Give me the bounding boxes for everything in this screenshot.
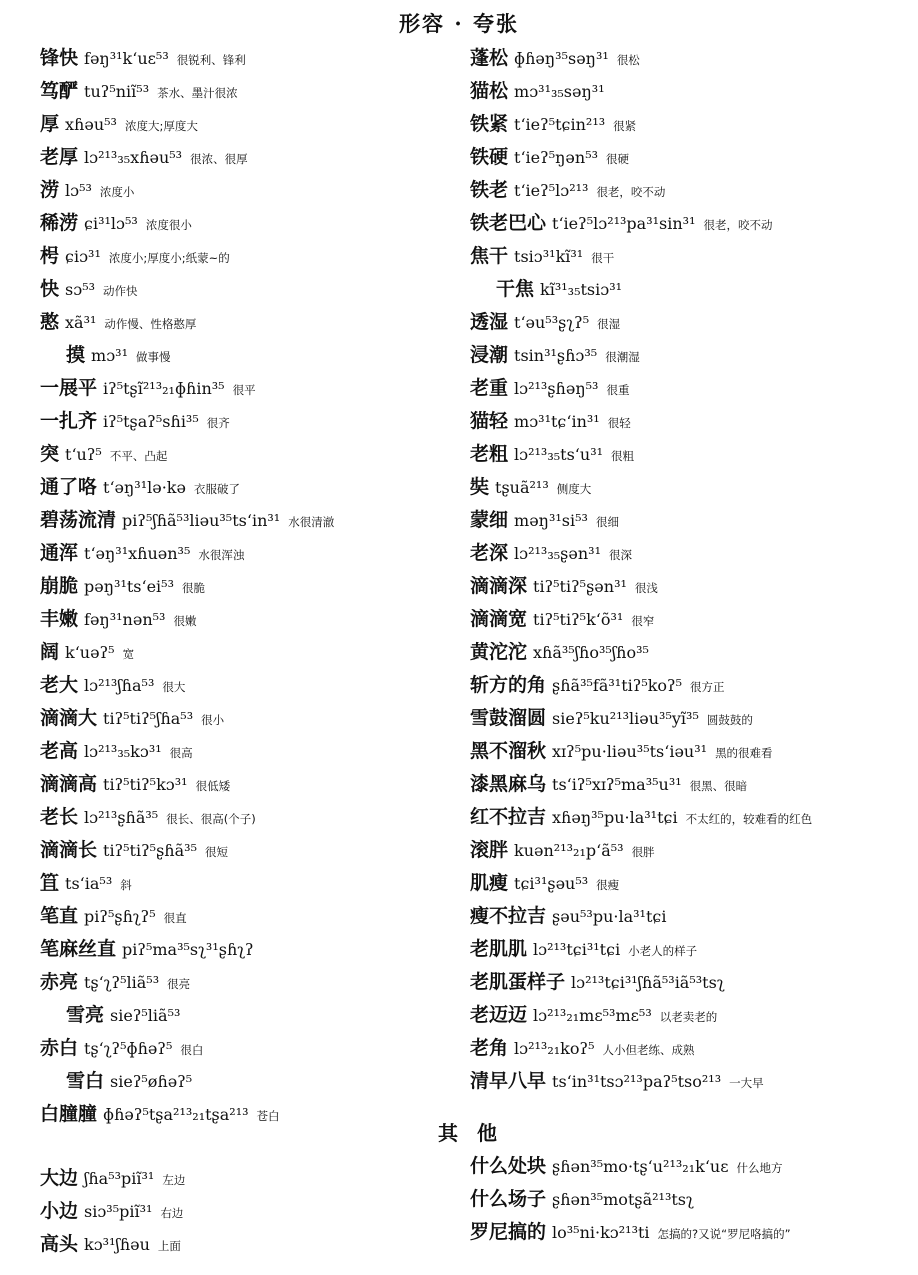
entry-word: 猫轻 — [470, 410, 509, 432]
dictionary-entry — [40, 1098, 455, 1131]
entry-gloss: 茶水、墨汁很浓 — [157, 86, 238, 100]
entry-pronunciation: lɔ²¹³ʃɦa⁵³ — [84, 676, 155, 695]
section-title: 其 他 — [438, 1121, 503, 1145]
dictionary-entry — [470, 1183, 910, 1216]
dictionary-entry — [470, 900, 910, 933]
entry-pronunciation: iʔ⁵tʂaʔ⁵sɦi³⁵ — [103, 412, 199, 431]
entry-gloss: 浓度小;厚度小;纸蒙~的 — [108, 251, 230, 265]
entry-gloss: 很低矮 — [195, 779, 231, 793]
entry-gloss: 很湿 — [597, 317, 621, 331]
entry-pronunciation: lɔ²¹³tɕi³¹ʃɦã⁵³iã⁵³tsʅ — [571, 973, 725, 992]
entry-word: 枵 — [40, 245, 60, 267]
entry-pronunciation: t‘ieʔ⁵tɕin²¹³ — [514, 115, 606, 134]
entry-word: 蒙细 — [470, 509, 509, 531]
dictionary-entry — [470, 339, 910, 372]
dictionary-entry — [40, 1065, 455, 1098]
entry-gloss: 很高 — [169, 746, 193, 760]
entry-gloss: 水很清澈 — [288, 515, 335, 529]
entry-pronunciation: iʔ⁵tʂĩ²¹³₂₁ɸɦin³⁵ — [103, 379, 225, 398]
entry-pronunciation: ʂɦã³⁵fã³¹tiʔ⁵koʔ⁵ — [552, 676, 683, 695]
entry-gloss: 水很浑浊 — [198, 548, 245, 562]
dictionary-entry — [40, 768, 455, 801]
dictionary-entry — [470, 108, 910, 141]
dictionary-entry — [470, 999, 910, 1032]
entry-pronunciation: ɕiɔ³¹ — [65, 247, 101, 266]
dictionary-entry — [40, 1162, 455, 1195]
dictionary-entry — [40, 801, 455, 834]
entry-word: 憨 — [40, 311, 60, 333]
entry-gloss: 很深 — [608, 548, 632, 562]
dictionary-entry — [470, 1216, 910, 1249]
dictionary-entry — [470, 933, 910, 966]
entry-word: 蓬松 — [470, 47, 509, 69]
entry-word: 滴滴高 — [40, 773, 98, 795]
entry-pronunciation: sɔ⁵³ — [65, 280, 96, 299]
entry-word: 笔麻丝直 — [40, 938, 117, 960]
entry-pronunciation: mɔ³¹ — [91, 346, 128, 365]
entry-word: 焦干 — [470, 245, 509, 267]
entry-pronunciation: kɔ³¹ʃɦəu — [84, 1235, 150, 1254]
entry-word: 赤亮 — [40, 971, 79, 993]
entry-gloss: 很浓、很厚 — [190, 152, 248, 166]
entry-word: 老大 — [40, 674, 79, 696]
entry-word: 透湿 — [470, 311, 509, 333]
entry-word: 赤白 — [40, 1037, 79, 1059]
entry-gloss: 很潮湿 — [605, 350, 640, 364]
entry-gloss: 以老卖老的 — [659, 1010, 718, 1024]
entry-pronunciation: tiʔ⁵tiʔ⁵kɔ³¹ — [103, 775, 188, 794]
dictionary-entry — [40, 141, 455, 174]
entry-word: 什么处块 — [470, 1155, 547, 1177]
entry-word: 笔直 — [40, 905, 79, 927]
entry-pronunciation: t‘əŋ³¹lə·kə — [103, 478, 186, 497]
entry-pronunciation: lɔ²¹³₃₅ts‘u³¹ — [514, 445, 604, 464]
entry-pronunciation: xã³¹ — [65, 313, 97, 332]
entry-word: 什么场子 — [470, 1188, 547, 1210]
dictionary-entry — [40, 504, 455, 537]
entry-gloss: 上面 — [157, 1239, 181, 1253]
entry-gloss: 怎搞的?又说“罗尼咯搞的” — [657, 1227, 791, 1241]
entry-word: 雪亮 — [66, 1004, 105, 1026]
dictionary-entry — [470, 438, 910, 471]
entry-pronunciation: sieʔ⁵øɦəʔ⁵ — [110, 1072, 193, 1091]
entry-word: 崩脆 — [40, 575, 79, 597]
entry-gloss: 浓度小 — [99, 185, 135, 199]
entry-gloss: 很长、很高(个子) — [166, 812, 256, 826]
spacer — [40, 1131, 455, 1162]
entry-gloss: 很大 — [162, 680, 186, 694]
entry-gloss: 斜 — [120, 878, 132, 892]
entry-word: 老迈迈 — [470, 1004, 528, 1026]
dictionary-entry — [40, 834, 455, 867]
entry-word: 厚 — [40, 113, 60, 135]
entry-word: 浸潮 — [470, 344, 509, 366]
dictionary-entry — [40, 1032, 455, 1065]
entry-word: 老深 — [470, 542, 509, 564]
entry-pronunciation: lɔ⁵³ — [65, 181, 92, 200]
dictionary-entry — [40, 438, 455, 471]
entry-gloss: 衣服破了 — [193, 482, 240, 496]
entry-pronunciation: mɔ³¹tɕ‘in³¹ — [514, 412, 600, 431]
entry-gloss: 很瘦 — [596, 878, 620, 892]
dictionary-entry — [470, 636, 910, 669]
entry-gloss: 很胖 — [631, 845, 655, 859]
entry-word: 铁老 — [470, 179, 509, 201]
entry-gloss: 黑的很难看 — [715, 746, 773, 760]
entry-pronunciation: kĩ³¹₃₅tsiɔ³¹ — [540, 280, 623, 299]
entry-pronunciation: lɔ²¹³ʂɦã³⁵ — [84, 808, 159, 827]
entry-word: 小边 — [40, 1200, 79, 1222]
entry-gloss: 很嫩 — [173, 614, 197, 628]
entry-word: 通了咯 — [40, 476, 98, 498]
entry-gloss: 很轻 — [607, 416, 631, 430]
entry-pronunciation: t‘ieʔ⁵ŋən⁵³ — [514, 148, 599, 167]
entry-word: 雪白 — [66, 1070, 105, 1092]
entry-gloss: 什么地方 — [736, 1161, 783, 1175]
entry-pronunciation: t‘ieʔ⁵lɔ²¹³ — [514, 181, 589, 200]
entry-word: 斩方的角 — [470, 674, 547, 696]
entry-pronunciation: xɪʔ⁵pu·liəu³⁵ts‘iəu³¹ — [552, 742, 708, 761]
dictionary-entry — [40, 900, 455, 933]
entry-pronunciation: tiʔ⁵tiʔ⁵ʂɦã³⁵ — [103, 841, 197, 860]
entry-pronunciation: lɔ²¹³₃₅xɦəu⁵³ — [84, 148, 183, 167]
entry-word: 清早八早 — [470, 1070, 547, 1092]
entry-word: 锋快 — [40, 47, 79, 69]
entry-gloss: 很重 — [606, 383, 630, 397]
dictionary-entry — [470, 372, 910, 405]
entry-gloss: 很浅 — [634, 581, 658, 595]
dictionary-entry — [470, 834, 910, 867]
dictionary-entry — [40, 735, 455, 768]
dictionary-entry — [40, 75, 455, 108]
dictionary-entry — [470, 207, 910, 240]
entry-gloss: 很小 — [201, 713, 225, 727]
entry-gloss: 动作慢、性格憨厚 — [104, 317, 197, 331]
entry-word: 滴滴大 — [40, 707, 98, 729]
entry-pronunciation: xɦəu⁵³ — [65, 115, 117, 134]
entry-word: 铁老巴心 — [470, 212, 547, 234]
entry-word: 干焦 — [496, 278, 535, 300]
entry-gloss: 浓度大;厚度大 — [124, 119, 198, 133]
entry-word: 滴滴长 — [40, 839, 98, 861]
dictionary-entry — [470, 405, 910, 438]
entry-word: 丰嫩 — [40, 608, 79, 630]
entry-word: 红不拉吉 — [470, 806, 547, 828]
entry-gloss: 很短 — [204, 845, 228, 859]
dictionary-entry — [40, 273, 455, 306]
entry-gloss: 小老人的样子 — [628, 944, 698, 958]
entry-word: 漆黑麻乌 — [470, 773, 547, 795]
dictionary-entry — [40, 306, 455, 339]
entry-gloss: 很硬 — [606, 152, 630, 166]
dictionary-entry — [40, 405, 455, 438]
dictionary-entry — [40, 966, 455, 999]
entry-gloss: 很平 — [232, 383, 256, 397]
entry-word: 雪鼓溜圆 — [470, 707, 547, 729]
entry-word: 铁硬 — [470, 146, 509, 168]
entry-pronunciation: tʂuã²¹³ — [495, 478, 549, 497]
entry-gloss: 很干 — [591, 251, 615, 265]
dictionary-entry — [40, 537, 455, 570]
dictionary-entry — [470, 240, 910, 273]
entry-word: 阔 — [40, 641, 60, 663]
dictionary-entry — [470, 141, 910, 174]
entry-word: 碧荡流清 — [40, 509, 117, 531]
spacer — [470, 1098, 910, 1116]
dictionary-entry — [40, 339, 455, 372]
dictionary-entry — [40, 636, 455, 669]
entry-gloss: 圆鼓鼓的 — [706, 713, 753, 727]
entry-word: 猫松 — [470, 80, 509, 102]
entry-pronunciation: ʃɦa⁵³piĩ³¹ — [84, 1169, 155, 1188]
entry-pronunciation: tsin³¹ʂɦɔ³⁵ — [514, 346, 598, 365]
dictionary-entry — [40, 207, 455, 240]
entry-pronunciation: kuən²¹³₂₁p‘ã⁵³ — [514, 841, 624, 860]
entry-word: 罗尼搞的 — [470, 1221, 547, 1243]
entry-pronunciation: ts‘iʔ⁵xɪʔ⁵ma³⁵u³¹ — [552, 775, 682, 794]
entry-pronunciation: lɔ²¹³₃₅ʂən³¹ — [514, 544, 601, 563]
entry-word: 老粗 — [470, 443, 509, 465]
page-title: 形容 · 夸张 — [399, 11, 519, 36]
entry-pronunciation: piʔ⁵ʂɦʅʔ⁵ — [84, 907, 156, 926]
entry-pronunciation: t‘uʔ⁵ — [65, 445, 102, 464]
entry-gloss: 很亮 — [167, 977, 191, 991]
entry-pronunciation: tuʔ⁵niĩ⁵³ — [84, 82, 150, 101]
entry-word: 快 — [40, 278, 60, 300]
entry-gloss: 不平、凸起 — [109, 449, 168, 463]
entry-pronunciation: k‘uəʔ⁵ — [65, 643, 115, 662]
entry-gloss: 右边 — [160, 1206, 184, 1220]
entry-word: 黑不溜秋 — [470, 740, 547, 762]
entry-word: 老肌蛋样子 — [470, 971, 566, 993]
entry-pronunciation: sieʔ⁵ku²¹³liəu³⁵yĩ³⁵ — [552, 709, 699, 728]
entry-word: 高头 — [40, 1233, 79, 1255]
entry-word: 滴滴深 — [470, 575, 528, 597]
right-column — [438, 42, 910, 1249]
dictionary-entry — [470, 504, 910, 537]
dictionary-entry — [470, 273, 910, 306]
entry-word: 肌瘦 — [470, 872, 509, 894]
entry-word: 铁紧 — [470, 113, 509, 135]
entry-pronunciation: mɔ³¹₃₅səŋ³¹ — [514, 82, 605, 101]
entry-word: 摸 — [66, 344, 86, 366]
dictionary-entry — [40, 702, 455, 735]
entry-word: 笡 — [40, 872, 60, 894]
entry-gloss: 侧度大 — [556, 482, 592, 496]
entry-pronunciation: lɔ²¹³ʂɦəŋ⁵³ — [514, 379, 599, 398]
entry-pronunciation: lo³⁵ni·kɔ²¹³ti — [552, 1223, 650, 1242]
entry-gloss: 浓度很小 — [145, 218, 192, 232]
dictionary-entry — [40, 933, 455, 966]
dictionary-entry — [470, 471, 910, 504]
entry-pronunciation: lɔ²¹³₃₅kɔ³¹ — [84, 742, 162, 761]
entry-gloss: 很白 — [180, 1043, 204, 1057]
entry-gloss: 很锐利、锋利 — [176, 53, 246, 67]
dictionary-entry — [40, 867, 455, 900]
dictionary-entry — [40, 1228, 455, 1261]
entry-pronunciation: t‘ieʔ⁵lɔ²¹³pa³¹sin³¹ — [552, 214, 696, 233]
entry-word: 突 — [40, 443, 60, 465]
entry-gloss: 很黑、很暗 — [689, 779, 748, 793]
entry-pronunciation: lɔ²¹³tɕi³¹tɕi — [533, 940, 621, 959]
entry-gloss: 很粗 — [611, 449, 635, 463]
entry-pronunciation: tiʔ⁵tiʔ⁵ʂən³¹ — [533, 577, 627, 596]
left-column — [40, 42, 455, 1261]
dictionary-entry — [470, 669, 910, 702]
entry-gloss: 一大早 — [729, 1076, 764, 1090]
dictionary-entry — [40, 1195, 455, 1228]
dictionary-entry — [40, 570, 455, 603]
dictionary-entry — [470, 801, 910, 834]
entry-pronunciation: siɔ³⁵piĩ³¹ — [84, 1202, 153, 1221]
entry-gloss: 宽 — [122, 647, 135, 661]
entry-word: 大边 — [40, 1167, 79, 1189]
dictionary-entry — [40, 108, 455, 141]
entry-pronunciation: tɕi³¹ʂəu⁵³ — [514, 874, 589, 893]
entry-pronunciation: fəŋ³¹k‘uɛ⁵³ — [84, 49, 169, 68]
entry-word: 老角 — [470, 1037, 509, 1059]
entry-gloss: 很紧 — [613, 119, 637, 133]
entry-pronunciation: piʔ⁵ma³⁵sʅ³¹ʂɦʅʔ — [122, 940, 254, 959]
entry-pronunciation: tʂ‘ʅʔ⁵ɸɦəʔ⁵ — [84, 1039, 173, 1058]
dictionary-entry — [470, 570, 910, 603]
entry-pronunciation: fəŋ³¹nən⁵³ — [84, 610, 166, 629]
dictionary-entry — [40, 174, 455, 207]
entry-pronunciation: sieʔ⁵liã⁵³ — [110, 1006, 181, 1025]
entry-gloss: 很老，咬不动 — [596, 185, 666, 199]
entry-word: 稀涝 — [40, 212, 79, 234]
entry-pronunciation: ɸɦəŋ³⁵səŋ³¹ — [514, 49, 609, 68]
entry-pronunciation: ts‘in³¹tsɔ²¹³paʔ⁵tso²¹³ — [552, 1072, 722, 1091]
dictionary-entry — [470, 735, 910, 768]
entry-gloss: 很直 — [163, 911, 187, 925]
dictionary-entry — [470, 966, 910, 999]
dictionary-entry — [470, 603, 910, 636]
entry-gloss: 做事慢 — [135, 350, 171, 364]
entry-pronunciation: məŋ³¹si⁵³ — [514, 511, 588, 530]
entry-pronunciation: tiʔ⁵tiʔ⁵ʃɦa⁵³ — [103, 709, 194, 728]
entry-word: 笃酽 — [40, 80, 79, 102]
dictionary-entry — [40, 372, 455, 405]
dictionary-entry — [470, 1032, 910, 1065]
entry-gloss: 很脆 — [182, 581, 205, 595]
entry-gloss: 很方正 — [690, 680, 725, 694]
entry-word: 老高 — [40, 740, 79, 762]
dictionary-entry — [40, 669, 455, 702]
dictionary-entry — [40, 999, 455, 1032]
dictionary-entry — [40, 240, 455, 273]
entry-pronunciation: t‘əu⁵³ʂʅʔ⁵ — [514, 313, 590, 332]
entry-word: 老重 — [470, 377, 509, 399]
entry-pronunciation: ɸɦəʔ⁵tʂa²¹³₂₁tʂa²¹³ — [103, 1105, 249, 1124]
entry-gloss: 苍白 — [256, 1109, 280, 1123]
dictionary-entry — [470, 1065, 910, 1098]
entry-pronunciation: ʂɦən³⁵motʂã²¹³tsʅ — [552, 1190, 694, 1209]
entry-pronunciation: ʂɦən³⁵mo·tʂ‘u²¹³₂₁k‘uɛ — [552, 1157, 729, 1176]
entry-pronunciation: lɔ²¹³₂₁mɛ⁵³mɛ⁵³ — [533, 1006, 652, 1025]
entry-gloss: 左边 — [162, 1173, 186, 1187]
entry-word: 瘦不拉吉 — [470, 905, 547, 927]
entry-word: 奘 — [470, 476, 490, 498]
entry-gloss: 很松 — [616, 53, 640, 67]
entry-pronunciation: ʂəu⁵³pu·la³¹tɕi — [552, 907, 667, 926]
entry-word: 涝 — [40, 179, 60, 201]
entry-pronunciation: tiʔ⁵tiʔ⁵k‘õ³¹ — [533, 610, 624, 629]
dictionary-entry — [40, 471, 455, 504]
dictionary-entry — [470, 537, 910, 570]
entry-gloss: 动作快 — [103, 284, 138, 298]
entry-gloss: 很细 — [595, 515, 619, 529]
entry-pronunciation: t‘əŋ³¹xɦuən³⁵ — [84, 544, 191, 563]
dictionary-entry — [40, 42, 455, 75]
entry-word: 一扎齐 — [40, 410, 98, 432]
entry-gloss: 很窄 — [631, 614, 655, 628]
dictionary-entry — [40, 603, 455, 636]
entry-word: 通浑 — [40, 542, 79, 564]
dictionary-entry — [470, 1150, 910, 1183]
dictionary-entry — [470, 174, 910, 207]
dictionary-entry — [470, 42, 910, 75]
entry-gloss: 不太红的，较难看的红色 — [685, 812, 813, 826]
entry-word: 白膧膧 — [40, 1103, 98, 1125]
entry-gloss: 人小但老练、成熟 — [602, 1043, 695, 1057]
entry-word: 黄沱沱 — [470, 641, 528, 663]
dictionary-entry — [470, 75, 910, 108]
entry-word: 滴滴宽 — [470, 608, 528, 630]
dictionary-entry — [470, 306, 910, 339]
entry-word: 老厚 — [40, 146, 79, 168]
entry-word: 一展平 — [40, 377, 98, 399]
entry-pronunciation: ɕi³¹lɔ⁵³ — [84, 214, 138, 233]
entry-gloss: 很老，咬不动 — [703, 218, 773, 232]
dictionary-entry — [470, 867, 910, 900]
entry-pronunciation: piʔ⁵ʃɦã⁵³liəu³⁵ts‘in³¹ — [122, 511, 281, 530]
dictionary-entry — [470, 702, 910, 735]
entry-word: 滚胖 — [470, 839, 509, 861]
dictionary-entry — [470, 768, 910, 801]
entry-word: 老长 — [40, 806, 79, 828]
entry-pronunciation: tʂ‘ʅʔ⁵liã⁵³ — [84, 973, 160, 992]
entry-gloss: 很齐 — [206, 416, 230, 430]
entry-word: 老肌肌 — [470, 938, 528, 960]
entry-pronunciation: lɔ²¹³₂₁koʔ⁵ — [514, 1039, 595, 1058]
entry-pronunciation: pəŋ³¹ts‘ei⁵³ — [84, 577, 174, 596]
entry-pronunciation: ts‘ia⁵³ — [65, 874, 113, 893]
entry-pronunciation: xɦã³⁵ʃɦo³⁵ʃɦo³⁵ — [533, 643, 649, 662]
entry-pronunciation: xɦəŋ³⁵pu·la³¹tɕi — [552, 808, 678, 827]
entry-pronunciation: tsiɔ³¹kĩ³¹ — [514, 247, 584, 266]
